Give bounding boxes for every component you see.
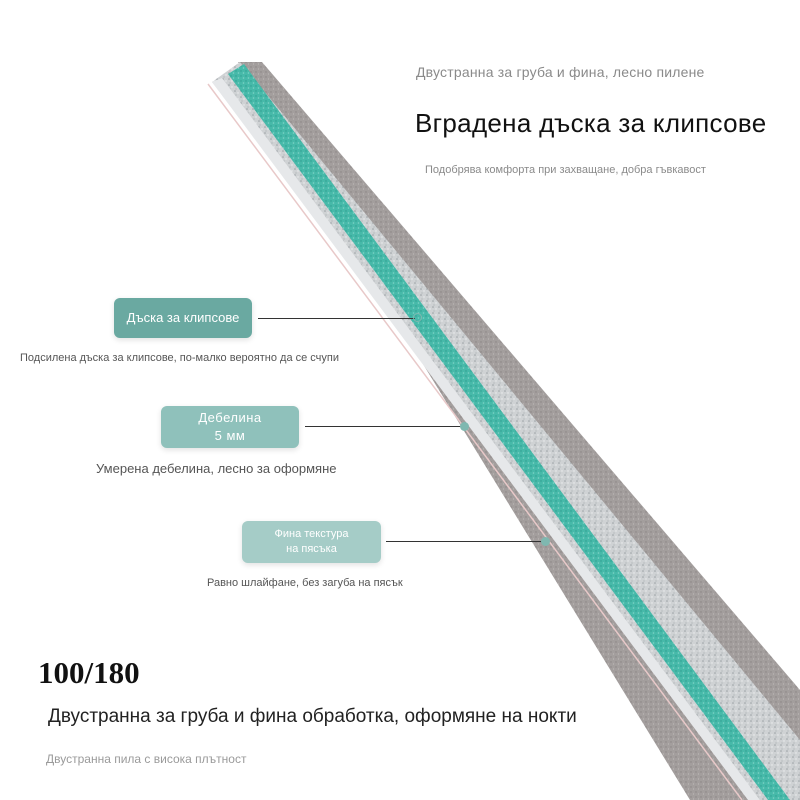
leader-line <box>258 318 415 319</box>
feature-badge-clip-board <box>114 298 252 338</box>
grit-description: Двустранна за груба и фина обработка, оформяне на нокти <box>48 706 577 727</box>
grit-subtext: Двустранна пила с висока плътност <box>46 752 247 766</box>
callout-dot <box>413 313 422 322</box>
top-tagline: Двустранна за груба и фина, лесно пилене <box>416 64 705 80</box>
feature-badge-label-line2: на пясъка <box>286 543 337 555</box>
leader-line <box>305 426 462 427</box>
callout-dot <box>541 537 550 546</box>
feature-badge-value: 5 мм <box>214 428 246 443</box>
callout-dot <box>460 422 469 431</box>
grit-value: 100/180 <box>38 655 140 690</box>
feature-badge-fine-texture <box>242 521 381 563</box>
feature-description: Подсилена дъска за клипсове, по-малко вероятно да се счупи <box>20 352 340 364</box>
feature-description: Умерена дебелина, лесно за оформяне <box>96 461 337 476</box>
leader-line <box>386 541 542 542</box>
feature-badge-label: Дебелина <box>198 410 262 425</box>
feature-badge-label: Дъска за клипсове <box>126 310 240 325</box>
headline-subtext: Подобрява комфорта при захващане, добра гъвкавост <box>425 164 706 176</box>
feature-badge-label: Фина текстура <box>274 528 349 540</box>
feature-description: Равно шлайфане, без загуба на пясък <box>207 577 403 589</box>
feature-badge-thickness <box>161 406 299 448</box>
headline: Вградена дъска за клипсове <box>415 108 767 138</box>
